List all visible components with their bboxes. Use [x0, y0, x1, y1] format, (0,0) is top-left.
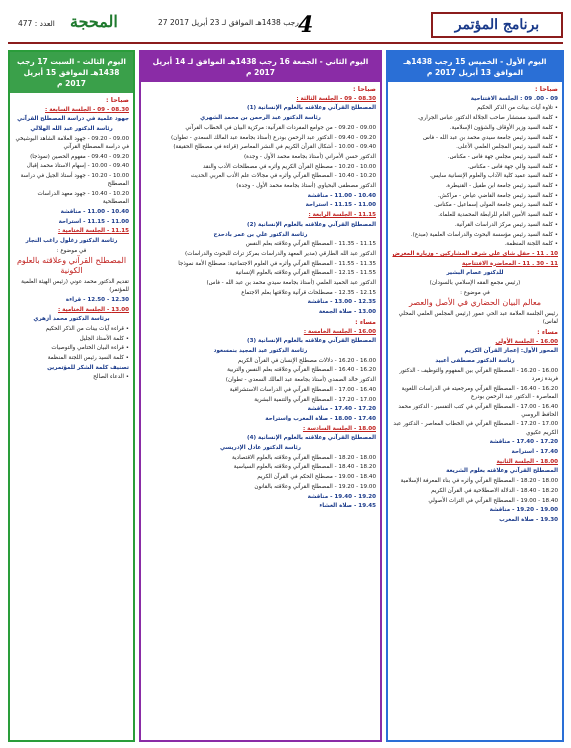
closing-item: • كلمة السيد رئيس اللجنة المنظمة — [47, 355, 129, 362]
newspaper-logo: المحجة — [70, 12, 118, 31]
break-item: 11.00 - 11.15 - استراحة — [58, 218, 129, 225]
session-item: المصطلح القرآني وعلاقته بعلوم الشريعة — [446, 468, 558, 475]
prayer-item: 19.45 - صلاة العشاء — [319, 503, 376, 510]
session-theme: المصطلح القرآني وعلاقته بالعلوم الإنسانية (4) — [247, 435, 376, 442]
session-chair: برئاسة الدكتور محمد أزهري — [33, 316, 110, 323]
lecturer-name: للدكتور عصام البشير — [446, 270, 504, 277]
agenda-item: • كلمة السيد وزير الأوقاف والشؤون الإسلامية. — [449, 124, 558, 131]
morning-label: صباحا : — [535, 85, 558, 93]
session-item: 19.00 - 19.20 - مناقشة — [489, 507, 558, 514]
session-item: 18.00 - 18.20 - المصطلح القرآني وأثره في بناء المعرفة الإسلامية — [400, 478, 558, 485]
session-title: 11.15 - الجلسة الرابعة : — [308, 212, 376, 219]
session-chair: رئاسة الدكتور عادل الإدريسي — [220, 445, 301, 452]
header-divider — [8, 42, 563, 44]
agenda-item: • كلمة السيد عميد كلية الآداب والعلوم الإنسانية سايس. — [429, 173, 558, 180]
agenda-item: • كلمة السيد رئيس جامعة سيدي محمد بن عبد الله - فاس — [423, 134, 558, 141]
lecture-title: المصطلح القرآني وعلاقته بالعلوم الكونية — [16, 256, 127, 276]
agenda-item: • كلمة السيد مستشار صاحب الجلالة الدكتور عباس الجراري. — [417, 115, 558, 122]
session-title: 18.00 - الجلسة الثانية — [496, 458, 558, 465]
session-title: 08.30 - 09 - الجلسة السابعة : — [45, 106, 129, 113]
prayer-item: 13.00 - صلاة الجمعة — [318, 309, 376, 316]
session-item: 18.00 - 18.20 - المصطلح القرآني وعلاقته بالعلوم الاقتصادية — [232, 454, 376, 461]
day-one-body — [388, 82, 562, 529]
session-item: 10.20 - 10.40 - المصطلح القرآني وأثره في مجالات علم الأدب العربي الحديث — [190, 173, 376, 180]
session-item: 09.40 - 10.00 - إسهام الاستاذ محمد إقبال — [26, 163, 129, 170]
session-item: 16.20 - 16.40 - المصطلح القرآني وعلاقته بعلم النفس والتربية — [227, 367, 376, 374]
session-title: 08.30 - 09 - الجلسة الثالثة : — [296, 95, 376, 102]
session-item: 12.35 - 13.00 - مناقشة — [307, 299, 376, 306]
session-title: 11.15 - الجلسة الختامية : — [57, 228, 129, 235]
session-item: الدكتور مصطفى البحياوي (أستاذ بجامعة محمد الأول - وجدة) — [236, 183, 376, 190]
session-item: الدكتور حسن الأمراني (أستاذ بجامعة محمد الأول - وجدة) — [243, 153, 376, 160]
session-item: 17.00 - 17.20 - المصطلح القرآني والتنمية البشرية — [254, 396, 376, 403]
day-two-body — [141, 82, 380, 515]
session-item: الدكتور عبد الحميد العلمي (أستاذ بجامعة سيدي محمد بن عبد الله - فاس) — [206, 280, 376, 287]
issue-date: 27 رجب 1438هـ الموافق لـ 23 أبريل 2017 — [158, 18, 299, 27]
session-item: 19.00 - 19.20 - المصطلح القرآني وعلاقته بالقانون — [254, 483, 376, 490]
day-one-heading: اليوم الأول - الخميس 15 رجب 1438هـ الموافق 13 أبريل 2017 م — [388, 52, 562, 82]
session-item: 11.35 - 11.55 - المصطلح القرآني وأثره في العلوم الاجتماعية: مصطلح الأمة نموذجا — [178, 260, 376, 267]
session-theme: المصطلح القرآني وعلاقته بالعلوم الإنسانية (2) — [247, 221, 376, 228]
closing-item: • الدعاء الصالح — [93, 374, 129, 381]
agenda-item: • كلمة السيد والي جهة فاس - مكناس. — [467, 163, 558, 170]
session-item: الدكتور عبد الله الطارقي (مدير المعهد والدراسات بمركز تراث للبحوث والدراسات) — [185, 250, 376, 257]
session-item: 18.20 - 18.40 - الدلالة الاصطلاحية في القرآن الكريم — [431, 487, 558, 494]
break-item: 17.40 - 18.00 - صلاة المغرب واستراحة — [265, 415, 376, 422]
day-one-column — [386, 50, 564, 742]
session-title: 18.00 - الجلسة السادسة : — [302, 425, 376, 432]
lecture-chair: رئيس الجلسة العلامة عبد الحي عمور (رئيس المجلس العلمي المحلي لفاس) — [398, 310, 558, 326]
day-three-body — [10, 93, 133, 386]
agenda-item: • كلمة السيد رئيس مركز الدراسات القرآنية. — [454, 221, 558, 228]
session-item: 10.00 - 10.20 - مصطلح القرآن الكريم وأثره في مصطلحات الأدب والنقد — [202, 163, 376, 170]
evening-label: مساء : — [355, 317, 376, 326]
agenda-item: • كلمة السيد رئيس جامعة القاضي عياض - مراكش. — [437, 192, 558, 199]
page-header — [8, 8, 563, 44]
session-item: 16.00 - 16.20 - دلالات مصطلح الإنسان في القرآن الكريم — [237, 357, 376, 364]
lecturer-note: (رئيس مجمع الفقه الإسلامي بالسودان) — [429, 280, 521, 287]
section-title: برنامج المؤتمر — [431, 12, 563, 38]
closing-item: • كلمة الأستاذ الجليل — [79, 335, 129, 342]
session-item: 10.20 - 10.40 - جهود معهد الدراسات المصطلحية — [37, 191, 129, 206]
morning-label: صباحا : — [353, 85, 376, 93]
session-title: 13.00 - الجلسة الختامية : — [57, 306, 129, 313]
session-item: 09.40 - 10.00 - أشكال القرآن الكريم في النشر المعاصر (قراءة في مصطلح الحقيقة) — [173, 144, 376, 151]
agenda-item: • كلمة السيد رئيس مجلس جهة فاس - مكناس. — [447, 153, 558, 160]
session-item: 16.40 - 17.00 - المصطلح القرآني في الدراسات الاستشراقية — [229, 386, 376, 393]
agenda-item: 09 - 00. 09 : الجلسة الافتتاحية — [470, 95, 558, 102]
session-note: تقديم الدكتور محمد عوني (رئيس الهيئة العلمية للمؤتمر) — [21, 278, 129, 294]
session-title: 16.00 - الجلسة الأولى — [495, 338, 558, 345]
session-item: 16.00 - 16.20 - المصطلح القرآني بين المفهوم والتوظيف - الدكتور فريدة زمرد — [399, 367, 558, 382]
session-theme: جهود علمية في دراسة المصطلح القرآني — [17, 116, 129, 123]
break-item: 12.30 - 12.50 - قراءة — [65, 296, 129, 303]
break-item: 11.00 - 11.15 - استراحة — [305, 202, 376, 209]
session-title: 16.00 - الجلسة الخامسة : — [303, 328, 376, 335]
session-item: 16.40 - 17.00 - المصطلح القرآني في كتب التفسير - الدكتور محمد الحافظ الروسي — [398, 403, 558, 418]
session-item: 19.20 - 19.40 - مناقشة — [307, 493, 376, 500]
session-theme: المحور الأول: إعجاز القرآن الكريم — [464, 348, 558, 355]
day-three-column — [8, 50, 135, 742]
session-item: 09.20 - 09.40 - مفهوم الحصين (نموذجا) — [30, 153, 129, 160]
session-item: 17.20 - 17.40 - مناقشة — [489, 439, 558, 446]
closing-item: • قراءة البيان الختامي والتوصيات — [51, 345, 129, 352]
break-item: 10 . 11 - حفل شاي على شرف المشاركين - وزيارة المعرض — [392, 250, 558, 257]
session-chair: رئاسة الدكتور عبد الله الهلالي — [30, 126, 113, 133]
session-item: 10.00 - 10.20 - جهود أستاذ الجيل في دراسة المصطلح — [20, 173, 129, 188]
closing-item: • قراءة آيات بينات من الذكر الحكيم — [45, 325, 129, 332]
session-theme: المصطلح القرآني وعلاقته بالعلوم الإنسانية (1) — [247, 105, 376, 112]
session-item: 12.15 - 12.35 - مصطلحات قرآنية وعلاقتها بعلم الاجتماع — [241, 289, 376, 296]
session-item: 18.40 - 19.00 - مصطلح الحكم في القرآن الكريم — [257, 474, 376, 481]
prayer-item: 19.30 - صلاة المغرب — [499, 516, 558, 523]
session-chair: رئاسة الدكتور علي بن عمر بادحدح — [213, 231, 308, 238]
break-item: 17.40 - استراحة — [511, 449, 558, 456]
session-item: 16.20 - 16.40 - المصطلح القرآني ومرجعيته في الدراسات اللغوية المعاصرة - الدكتور عبد الرحمن بودرع — [401, 385, 558, 400]
page-number: 4 — [298, 12, 314, 38]
session-item: 11.15 - 11.35 - المصطلح القرآني وعلاقته بعلم النفس — [245, 241, 376, 248]
agenda-item: • كلمة السيد الأمين العام للرابطة المحمدية للعلماء. — [438, 212, 558, 219]
session-item: 10.40 - 11.00 - مناقشة — [307, 192, 376, 199]
agenda-item: • كلمة السيد رئيس جامعة ابن طفيل - القنيطرة. — [445, 183, 558, 190]
session-item: 18.20 - 18.40 - المصطلح القرآني وعلاقته بالعلوم السياسية — [233, 464, 376, 471]
session-item: 18.40 - 19.00 - المصطلح القرآني في التراث الأصولي — [428, 497, 558, 504]
lecture-slot: 11 - 30 . 11 - المحاضرة الافتتاحية — [461, 260, 558, 267]
agenda-item: • كلمة السيد رئيس مؤسسة البحوث والدراسات العلمية (مبدع). — [410, 231, 558, 238]
agenda-item: • كلمة السيد رئيس المجلس العلمي الأعلى. — [456, 144, 558, 151]
session-chair: رئاسة الدكتور عبد المجيد بنمسعود — [213, 347, 308, 354]
morning-label: صباحا : — [106, 96, 129, 104]
agenda-item: • تلاوة آيات بينات من الذكر الحكيم — [476, 105, 558, 112]
agenda-item: • كلمة السيد رئيس جامعة المولى إسماعيل - مكناس. — [433, 202, 558, 209]
session-item: 09.00 - 09.20 - من جوامع المفردات القرآنية: مركزية البيان في الخطاب القرآني — [185, 124, 376, 131]
session-chair: رئاسة الدكتور عبد الرحمن بن محمد الشهري — [200, 115, 321, 122]
day-three-heading: اليوم الثالث - السبت 17 رجب 1438هـ الموافق 15 أبريل 2017 م — [10, 52, 133, 93]
lecture-on-label: في موضوع : — [56, 247, 87, 254]
session-chair: رئاسة الدكتور زغلول راغب النجار — [25, 238, 118, 245]
session-item: 09.00 - 09.20 - جهود العلامة الشاهد البوشيخي في دراسة المصطلح القرآني — [15, 135, 129, 151]
thanks-note: تصنيف كلمة الشكر للمؤتمرين — [47, 364, 129, 371]
session-item: 11.55 - 12.15 - المصطلح القرآني وعلاقته بالعلوم الإنسانية — [235, 270, 376, 277]
session-item: 10.40 - 11.00 - مناقشة — [60, 208, 129, 215]
session-theme: المصطلح القرآني وعلاقته بالعلوم الإنسانية (3) — [247, 338, 376, 345]
day-two-heading: اليوم الثاني - الجمعة 16 رجب 1438هـ الموافق لـ 14 أبريل 2017 م — [141, 52, 380, 82]
session-item: الدكتور خالد الصمدي (أستاذ بجامعة عبد المالك السعدي - تطوان) — [225, 377, 376, 384]
agenda-item: • كلمة اللجنة المنظمة. — [504, 241, 558, 248]
lecture-on-label: في موضوع : — [460, 289, 490, 296]
evening-label: مساء : — [537, 327, 558, 336]
day-two-column — [139, 50, 382, 742]
issue-number: العدد : 477 — [18, 19, 55, 28]
session-item: 17.00 - 17.20 - المصطلح القرآني في الخطاب المعاصر - الدكتور عبد الكريم عكيوي — [393, 421, 558, 436]
lecture-title: معالم البيان الحضاري في الأصل والعصر — [408, 298, 542, 308]
session-item: 17.20 - 17.40 - مناقشة — [307, 406, 376, 413]
session-chair: رئاسة الدكتور مصطفى أعبيد — [435, 357, 515, 364]
session-item: 09.20 - 09.40 - الدكتور عبد الرحمن بودرع (أستاذ بجامعة عبد المالك السعدي - تطوان) — [171, 134, 376, 141]
